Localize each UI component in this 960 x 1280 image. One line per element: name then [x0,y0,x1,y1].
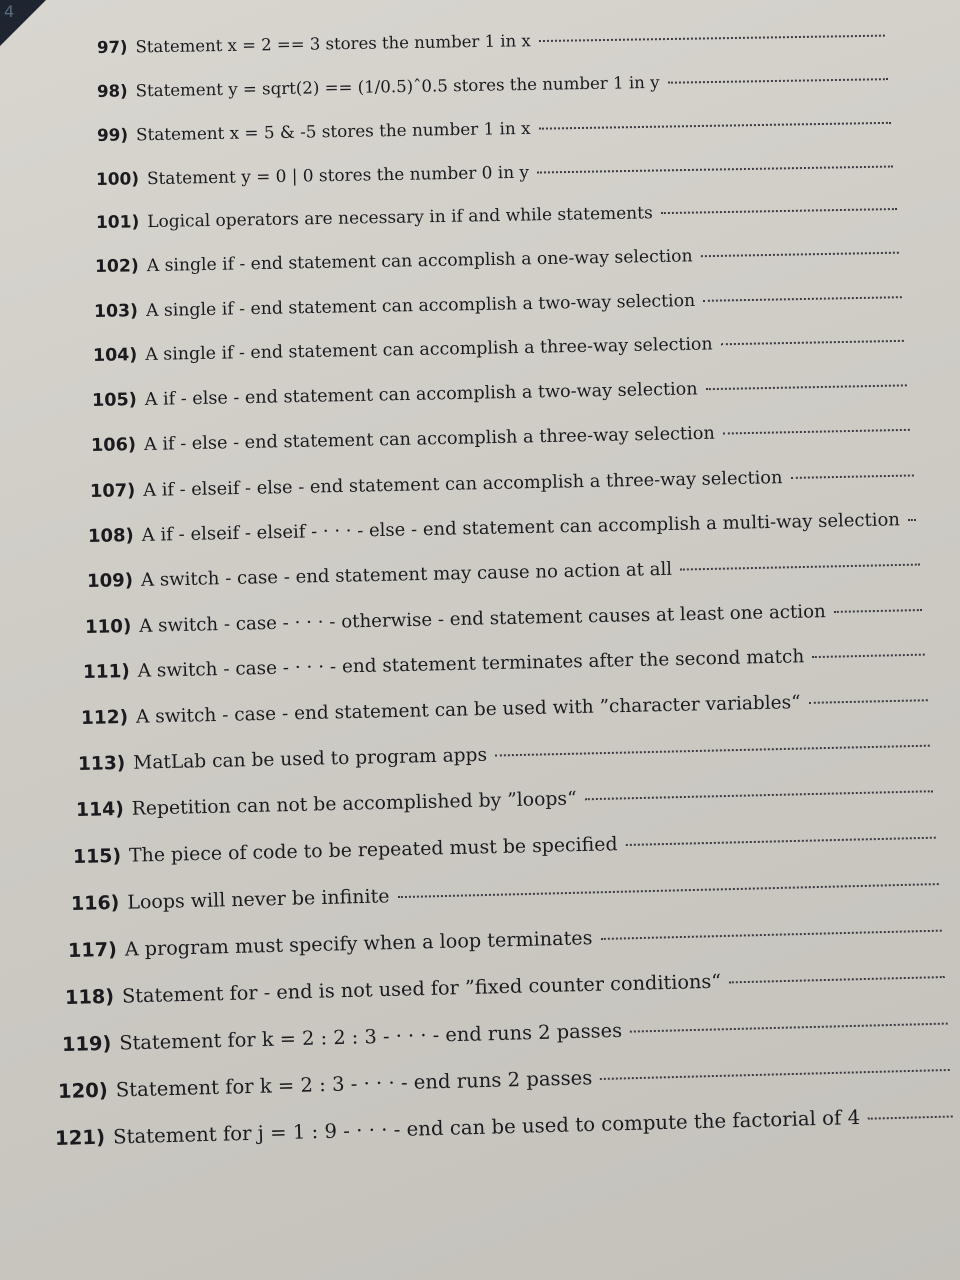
dot-leader [495,745,930,757]
list-item [96,156,893,189]
dot-leader [706,384,908,390]
dot-leader [538,122,890,130]
item-text: A switch - case - end statement can be used with ”character variables“ [135,692,801,728]
list-item [82,644,924,683]
dot-leader [661,208,897,214]
dot-leader [626,837,936,846]
item-text: Statement y = 0 | 0 stores the number 0 in y [147,161,530,189]
item-number: 112) [80,707,128,730]
list-item [97,69,888,101]
item-number: 116) [70,891,120,915]
item-text: A program must specify when a loop terminates [124,926,593,961]
item-text: A single if - end statement can accomplish a two-way selection [146,290,696,321]
dot-leader [537,166,893,174]
dot-leader [868,1115,953,1119]
dot-leader [729,976,944,983]
item-text: MatLab can be used to program apps [133,744,488,774]
list-item [97,26,885,57]
dot-leader [630,1022,947,1032]
item-text: Loops will never be infinite [126,885,390,914]
dot-leader [812,654,925,658]
item-text: A if - elseif - else - end statement can accomplish a three-way selection [142,466,783,501]
dot-leader [397,883,939,898]
item-number: 101) [95,212,140,234]
list-item [91,420,911,456]
item-text: Repetition can not be accomplished by ”loops“ [131,788,577,820]
item-text: The piece of code to be repeated must be specified [129,833,619,867]
list-item [61,1010,947,1055]
item-text: A if - else - end statement can accomplish a three-way selection [143,423,716,455]
dot-leader [585,790,933,800]
item-number: 102) [94,256,140,278]
dot-leader [790,474,913,478]
list-item [86,554,919,592]
item-number: 114) [75,798,124,822]
item-number: 103) [94,301,139,322]
item-number: 118) [64,984,115,1009]
item-number: 120) [58,1078,109,1103]
item-number: 119) [61,1031,112,1056]
list-item [96,199,897,233]
list-item [58,1057,950,1103]
item-text: A single if - end statement can accomplish a one-way selection [146,246,693,277]
list-item [84,599,921,638]
dot-leader [600,930,941,940]
item-number: 105) [92,390,138,411]
item-number: 104) [93,345,138,367]
dot-leader [539,35,885,42]
item-text: A switch - case - · · · - otherwise - end statement causes at least one action [138,600,826,637]
dot-leader [833,609,921,613]
dot-leader [808,699,927,704]
dot-leader [680,564,919,571]
dot-leader [704,296,902,302]
list-item [65,964,945,1009]
item-text: Statement for k = 2 : 3 - · · · - end runs 2 passes [115,1066,593,1102]
item-number: 121) [54,1125,106,1150]
item-text: A switch - case - end statement may cause no action at all [140,558,672,592]
dot-leader [721,340,905,345]
item-number: 113) [78,752,126,775]
item-number: 99) [96,124,128,146]
item-text: A if - elseif - elseif - · · · - else - end statement can accomplish a multi-way selection [141,509,901,546]
item-text: A single if - end statement can accomplish a three-way selection [145,334,714,366]
item-text: A switch - case - · · · - end statement terminates after the second match [137,646,805,683]
list-item [68,918,942,962]
dot-leader [667,78,887,84]
item-text: Logical operators are necessary in if and while statements [146,203,653,233]
item-text: Statement x = 5 & -5 stores the number 1 in x [135,118,531,145]
list-item [78,735,930,775]
list-item [76,780,933,821]
item-number: 109) [86,570,133,593]
dot-leader [723,429,911,435]
list-item [93,331,905,366]
dot-leader [601,1069,950,1080]
item-number: 108) [87,525,135,547]
item-number: 106) [90,434,137,456]
list-item [55,1103,953,1149]
item-number: 111) [82,661,130,684]
list-item [73,826,936,868]
list-item [92,375,908,411]
item-text: Statement for j = 1 : 9 - · · · - end can be used to compute the factorial of 4 [112,1105,861,1149]
list-item [94,287,902,322]
item-text: Statement x = 2 == 3 stores the number 1 in x [135,31,531,57]
list-item [89,464,913,502]
item-number: 115) [73,845,122,869]
list-item [95,243,899,277]
list-item [88,509,916,547]
dot-leader [701,252,899,258]
item-text: Statement for - end is not used for ”fixed counter conditions“ [121,969,722,1008]
page-number: 4 [4,2,15,21]
item-text: Statement for k = 2 : 2 : 3 - · · · - end runs 2 passes [118,1018,623,1055]
item-number: 107) [89,479,136,502]
item-number: 117) [67,938,117,963]
list-item [70,872,938,915]
item-number: 100) [96,168,140,190]
item-number: 110) [84,615,132,638]
list-item [97,112,891,145]
item-number: 97) [96,37,128,57]
item-text: Statement y = sqrt(2) == (1/0.5)ˆ0.5 stores the number 1 in y [135,72,660,100]
list-item [80,689,927,729]
dot-leader [908,519,916,521]
item-text: A if - else - end statement can accomplish a two-way selection [144,379,699,410]
item-number: 98) [96,81,128,101]
